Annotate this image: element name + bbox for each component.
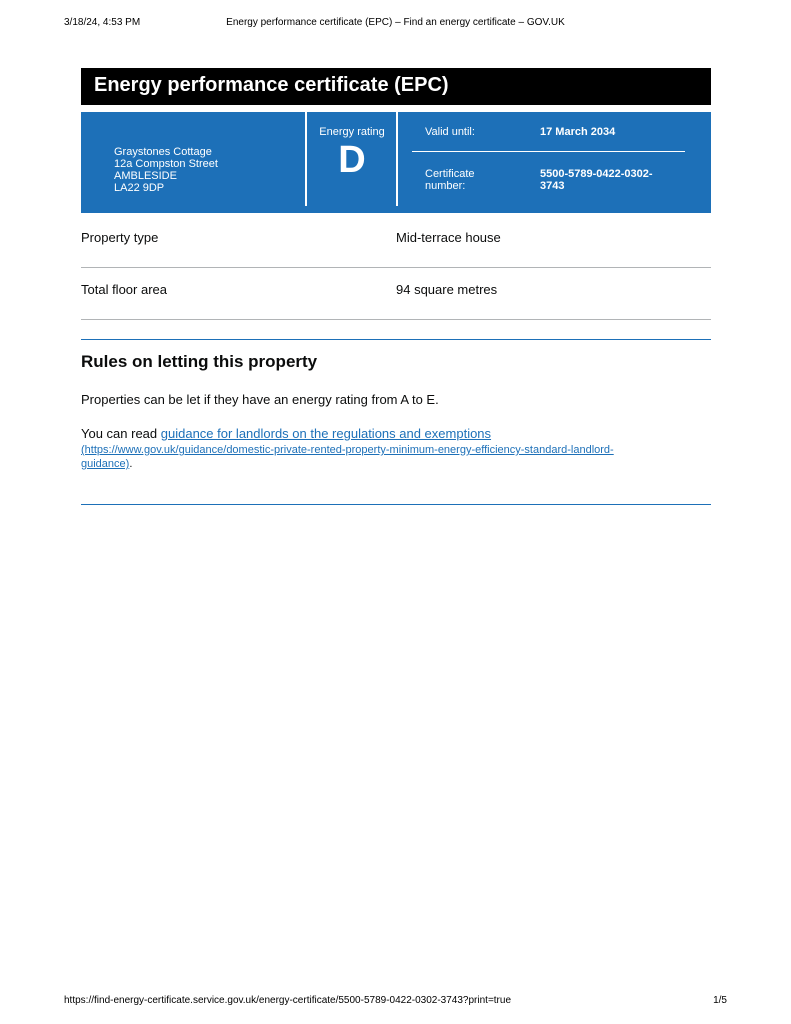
- energy-rating-block: [308, 126, 396, 180]
- rules-heading: Rules on letting this property: [81, 352, 318, 371]
- certificate-number-line: 5500-5789-0422-0302-: [540, 168, 653, 180]
- address-line: 12a Compston Street: [114, 158, 218, 170]
- summary-value: Mid-terrace house: [396, 230, 501, 245]
- valid-until-value: 17 March 2034: [540, 126, 616, 138]
- print-footer: [0, 995, 791, 1011]
- print-header: [0, 17, 791, 33]
- address-line: AMBLESIDE: [114, 170, 177, 182]
- guidance-link[interactable]: guidance for landlords on the regulations and exemptions: [160, 426, 492, 441]
- print-page-title: Energy performance certificate (EPC) – Find an energy certificate – GOV.UK: [226, 17, 565, 28]
- property-type-row: [81, 216, 711, 268]
- address-line: Graystones Cottage: [114, 146, 212, 158]
- guidance-url-line[interactable]: guidance): [81, 458, 130, 470]
- panel-divider: [305, 112, 307, 206]
- print-datetime: 3/18/24, 4:53 PM: [64, 17, 141, 28]
- epc-title: Energy performance certificate (EPC): [81, 68, 711, 105]
- epc-summary-panel: [81, 112, 711, 213]
- section-divider: [81, 504, 711, 505]
- section-divider: [81, 339, 711, 340]
- certificate-label-line: number:: [425, 180, 466, 192]
- certificate-info: [412, 112, 685, 213]
- property-address: [114, 146, 218, 194]
- panel-divider: [396, 112, 398, 206]
- summary-value: 94 square metres: [396, 282, 498, 297]
- address-line: LA22 9DP: [114, 182, 165, 194]
- certificate-number-value: [540, 168, 653, 192]
- guidance-prefix: You can read: [81, 426, 161, 441]
- energy-rating-letter: D: [338, 139, 366, 181]
- floor-area-row: [81, 268, 711, 320]
- summary-key: Total floor area: [81, 282, 167, 297]
- guidance-url[interactable]: [81, 443, 681, 471]
- print-page-number: 1/5: [713, 995, 727, 1006]
- energy-rating-label: Energy rating: [319, 126, 385, 138]
- rules-paragraph: Properties can be let if they have an energy rating from A to E.: [81, 392, 439, 407]
- guidance-period: .: [129, 458, 133, 470]
- certificate-label-line: Certificate: [425, 168, 475, 180]
- print-url: https://find-energy-certificate.service.gov.uk/energy-certificate/5500-5789-0422-0302-3743?print=true: [64, 995, 512, 1006]
- valid-until-label: Valid until:: [425, 126, 475, 138]
- guidance-paragraph: [81, 426, 491, 442]
- certificate-number-label: [425, 168, 475, 192]
- summary-key: Property type: [81, 230, 159, 245]
- certificate-number-line: 3743: [540, 180, 565, 192]
- info-divider: [412, 151, 685, 152]
- guidance-url-line[interactable]: (https://www.gov.uk/guidance/domestic-private-rented-property-minimum-energy-efficiency-standard-landlord-: [81, 444, 614, 456]
